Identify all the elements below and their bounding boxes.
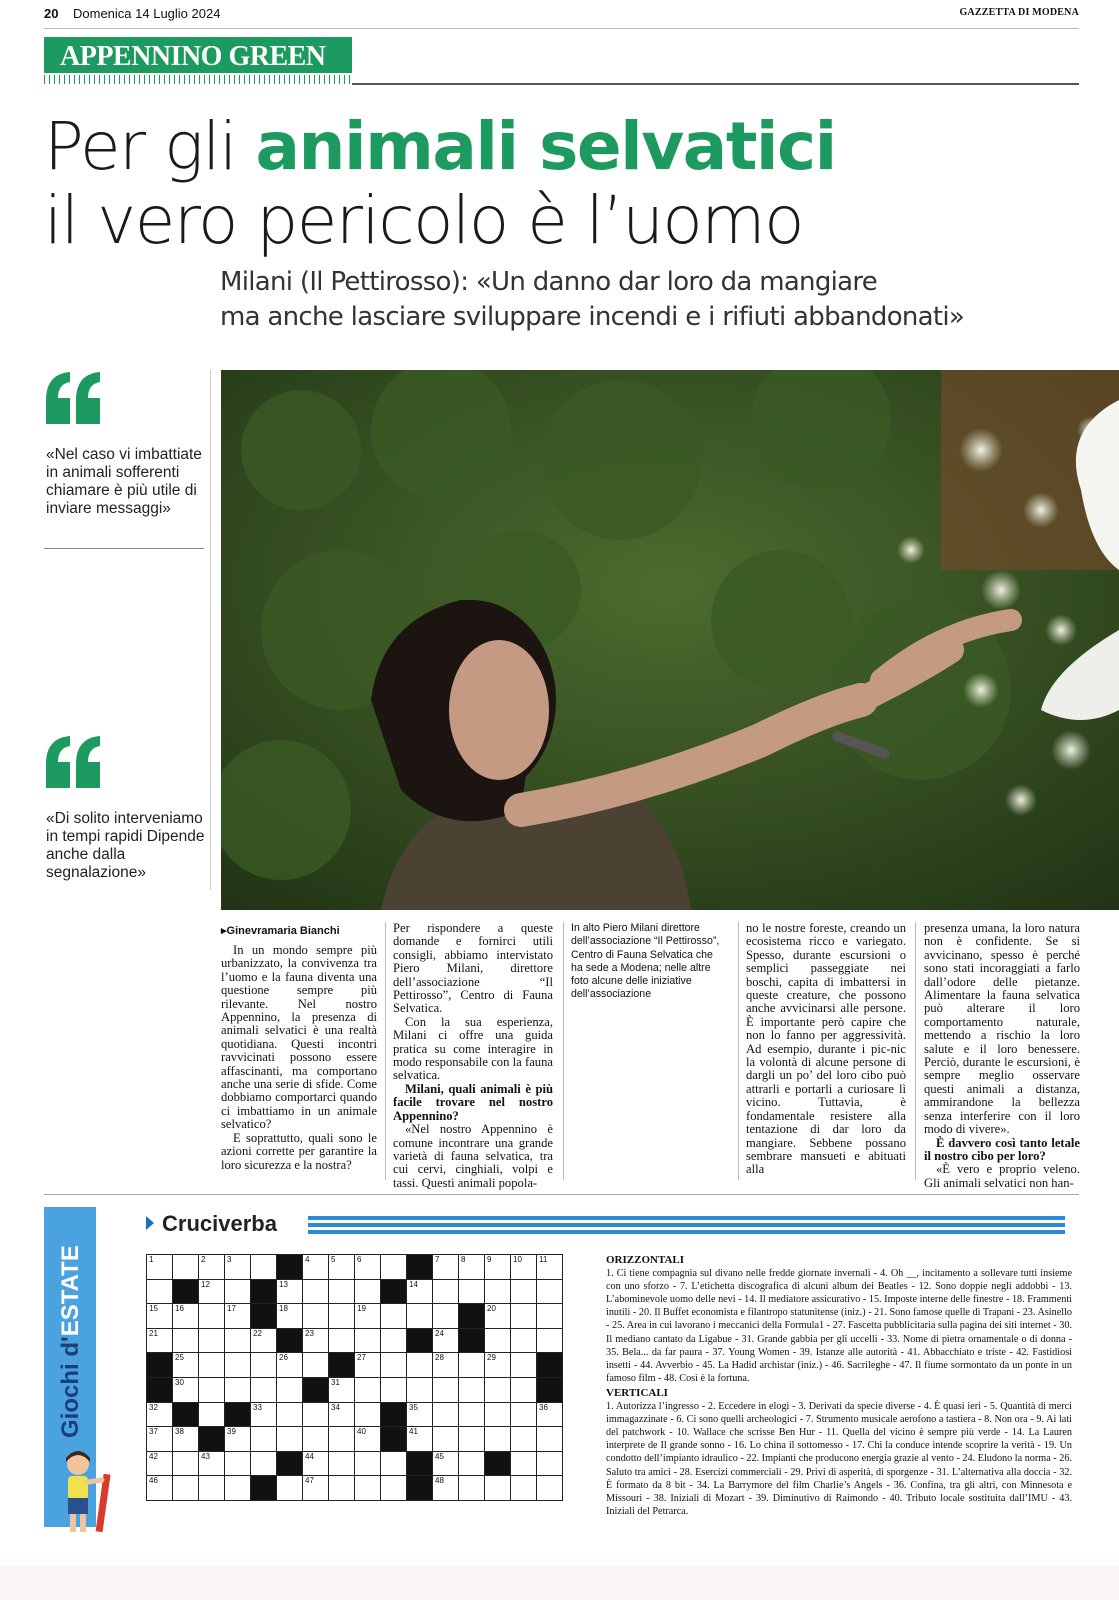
section-label: APPENNINO GREEN <box>60 41 326 72</box>
grid-cell[interactable] <box>433 1402 459 1427</box>
grid-cell[interactable] <box>329 1427 355 1452</box>
cell-number: 9 <box>487 1255 492 1264</box>
grid-row <box>147 1377 563 1402</box>
grid-row <box>147 1255 563 1280</box>
grid-cell[interactable] <box>407 1304 433 1329</box>
cell-number: 43 <box>201 1451 210 1461</box>
grid-cell[interactable] <box>433 1427 459 1452</box>
grid-cell[interactable] <box>147 1255 173 1280</box>
grid-cell[interactable] <box>147 1427 173 1452</box>
cell-number: 44 <box>305 1451 314 1461</box>
grid-cell[interactable] <box>173 1377 199 1402</box>
grid-cell[interactable] <box>485 1279 511 1304</box>
article-column-4 <box>746 922 906 1177</box>
grid-block <box>277 1255 303 1280</box>
grid-cell[interactable] <box>485 1377 511 1402</box>
grid-cell[interactable] <box>329 1255 355 1280</box>
grid-cell[interactable] <box>173 1353 199 1378</box>
pull-quote-2: «Di solito interveniamo in tempi rapidi Dipende anche dalla segnalazione» <box>46 810 205 881</box>
across-heading: ORIZZONTALI <box>606 1254 685 1266</box>
grid-cell[interactable] <box>199 1402 225 1427</box>
cell-number: 34 <box>331 1402 340 1412</box>
grid-cell[interactable] <box>485 1304 511 1329</box>
grid-block <box>251 1304 277 1329</box>
grid-block <box>407 1451 433 1476</box>
title-arrow-icon <box>146 1216 154 1230</box>
cell-number: 19 <box>357 1304 366 1314</box>
grid-cell[interactable] <box>225 1427 251 1452</box>
cell-number: 45 <box>435 1451 444 1461</box>
cell-number: 26 <box>279 1353 288 1363</box>
grid-cell[interactable] <box>459 1427 485 1452</box>
cell-number: 39 <box>227 1427 236 1437</box>
grid-cell[interactable] <box>433 1279 459 1304</box>
cell-number: 47 <box>305 1476 314 1486</box>
grid-cell[interactable] <box>251 1427 277 1452</box>
grid-cell[interactable] <box>459 1402 485 1427</box>
grid-cell[interactable] <box>355 1402 381 1427</box>
grid-cell[interactable] <box>355 1255 381 1280</box>
cell-number: 28 <box>435 1353 444 1363</box>
grid-cell[interactable] <box>485 1353 511 1378</box>
byline-arrow-icon: ▸ <box>221 925 227 937</box>
grid-cell[interactable] <box>251 1402 277 1427</box>
cell-number: 17 <box>227 1304 236 1314</box>
grid-cell[interactable] <box>199 1353 225 1378</box>
cell-number: 31 <box>331 1377 340 1387</box>
grid-cell[interactable] <box>407 1353 433 1378</box>
grid-cell[interactable] <box>303 1402 329 1427</box>
grid-cell[interactable] <box>355 1304 381 1329</box>
grid-block <box>407 1476 433 1501</box>
grid-cell[interactable] <box>511 1377 537 1402</box>
grid-cell[interactable] <box>303 1328 329 1353</box>
grid-cell[interactable] <box>277 1377 303 1402</box>
headline-highlight: animali selvatici <box>255 108 836 185</box>
grid-block <box>147 1377 173 1402</box>
cell-number: 36 <box>539 1402 548 1412</box>
page-date: Domenica 14 Luglio 2024 <box>73 6 221 21</box>
crossword-clues <box>606 1254 1072 1518</box>
grid-cell[interactable] <box>199 1377 225 1402</box>
grid-cell[interactable] <box>199 1255 225 1280</box>
cell-number: 14 <box>409 1279 418 1289</box>
article-column-2 <box>393 922 553 1190</box>
grid-cell[interactable] <box>407 1377 433 1402</box>
grid-cell[interactable] <box>381 1304 407 1329</box>
grid-block <box>537 1353 563 1378</box>
games-label-part-1: Giochi d' <box>57 1336 84 1438</box>
paragraph: presenza umana, la loro natura non è confidente. Se si avvicinano, spesso è perché sono stati incoraggiati a farlo dall’odore delle pietanze. Alimentare la fauna selvatica può alterare il loro comportamento naturale, mettendo a rischio la loro salute e il loro benessere. Perciò, durante le escursioni, è sempre meglio osservare questi animali a distanza, ammirandone la bellezza senza interferire con il loro modo di vivere». <box>924 921 1080 1137</box>
grid-cell[interactable] <box>277 1279 303 1304</box>
grid-cell[interactable] <box>199 1451 225 1476</box>
grid-cell[interactable] <box>433 1328 459 1353</box>
grid-row <box>147 1451 563 1476</box>
grid-block <box>459 1328 485 1353</box>
cell-number: 24 <box>435 1328 444 1338</box>
grid-cell[interactable] <box>511 1255 537 1280</box>
grid-cell[interactable] <box>225 1353 251 1378</box>
grid-cell[interactable] <box>147 1304 173 1329</box>
byline <box>221 924 340 937</box>
grid-cell[interactable] <box>303 1353 329 1378</box>
byline-author: Ginevramaria Bianchi <box>226 925 340 937</box>
grid-cell[interactable] <box>199 1476 225 1501</box>
grid-cell[interactable] <box>381 1451 407 1476</box>
grid-block <box>459 1304 485 1329</box>
grid-cell[interactable] <box>329 1304 355 1329</box>
grid-cell[interactable] <box>433 1304 459 1329</box>
grid-cell[interactable] <box>433 1377 459 1402</box>
grid-cell[interactable] <box>537 1255 563 1280</box>
column-divider <box>210 370 211 890</box>
grid-cell[interactable] <box>433 1353 459 1378</box>
cell-number: 48 <box>435 1476 444 1486</box>
cell-number: 40 <box>357 1427 366 1437</box>
grid-cell[interactable] <box>329 1377 355 1402</box>
grid-cell[interactable] <box>147 1476 173 1501</box>
masthead: GAZZETTA DI MODENA <box>959 7 1079 18</box>
cell-number: 10 <box>513 1255 522 1264</box>
grid-cell[interactable] <box>537 1427 563 1452</box>
grid-cell[interactable] <box>355 1377 381 1402</box>
grid-cell[interactable] <box>537 1476 563 1501</box>
grid-cell[interactable] <box>485 1402 511 1427</box>
page-bottom-strip <box>0 1566 1119 1600</box>
cell-number: 23 <box>305 1328 314 1338</box>
grid-cell[interactable] <box>355 1279 381 1304</box>
grid-cell[interactable] <box>251 1353 277 1378</box>
grid-cell[interactable] <box>303 1279 329 1304</box>
across-clues: 1. Ci tiene compagnia sul divano nelle fredde giornate invernali - 4. Oh __, incitamento a sollevare tutti insieme con uno sforzo - 7. L’etichetta discografica di alcuni album dei Beatles - 12. Sono doppie negli addobbi - 13. L’abominevole uomo delle nevi - 14. Il mediatore assicurativo - 15. Imposte interne delle finestre - 18. Frammenti inutili - 20. Il Buffet economista e filantropo statunitense (iniz.) - 21. Sono famose quelle di Trapani - 23. Asinello - 25. Area in cui lavorano i meccanici della Formula1 - 27. Fascetta pubblicitaria sulla pagina dei siti internet - 30. Il mediano cantato da Ligabue - 31. Grande gabbia per gli uccelli - 33. Nome di pietra ornamentale o di donna - 35. Bela... da far paura - 37. Young Women - 39. Istanze alle autorità - 41. Abbacchiato e triste - 42. Fastidiosi insetti - 44. Avverbio - 45. La Hadid archistar (iniz.) - 46. Sacrileghe - 47. Il fiume sormontato da un ponte in un famoso film - 48. Così è la fortuna. <box>606 1268 1072 1384</box>
down-clues: 1. Autorizza l’ingresso - 2. Eccedere in elogi - 3. Derivati da specie diverse - 4. È quasi ieri - 5. Quantità di merci immagazzinate - 6. Ci sono quelli archeologici - 7. Strumento musicale aerofono a tastiera - 8. Non ora - 9. Ai lati del patchwork - 10. Wallace che scrisse Ben Hur - 11. Quella del vicino è sempre più verde - 14. La Lauren interprete de Il grande sonno - 16. Lo china il sottomesso - 17. Chi la conduce intende scoprire la verità - 19. Un condotto dell’impianto idraulico - 22. Impianti che producono energia grazie al vento - 24. Eludono la norma - 26. Saluto tra amici - 28. Esercizi commerciali - 29. Privi di asperità, di sporgenze - 31. L’alternativa alla doccia - 32. È formato da 8 bit - 34. La Barrymore del film Charlie’s Angels - 36. Confina, tra gli altri, con Minnesota e Missouri - 38. Iniziali di Mozart - 39. Diminutivo di Raimondo - 40. Tributo locale sostituita dall’IMU - 43. Iniziali del Petrarca. <box>606 1401 1072 1517</box>
cell-number: 13 <box>279 1279 288 1289</box>
grid-row <box>147 1476 563 1501</box>
grid-cell[interactable] <box>485 1255 511 1280</box>
subheadline-line-1: Milani (Il Pettirosso): «Un danno dar loro da mangiare <box>220 267 878 297</box>
grid-cell[interactable] <box>511 1451 537 1476</box>
grid-cell[interactable] <box>537 1451 563 1476</box>
games-label-part-2: ESTATE <box>57 1245 84 1337</box>
grid-cell[interactable] <box>459 1377 485 1402</box>
cell-number: 8 <box>461 1255 466 1264</box>
grid-row <box>147 1279 563 1304</box>
grid-cell[interactable] <box>407 1427 433 1452</box>
grid-cell[interactable] <box>381 1377 407 1402</box>
grid-cell[interactable] <box>511 1304 537 1329</box>
grid-cell[interactable] <box>251 1328 277 1353</box>
grid-cell[interactable] <box>303 1451 329 1476</box>
grid-cell[interactable] <box>173 1255 199 1280</box>
grid-cell[interactable] <box>147 1451 173 1476</box>
grid-cell[interactable] <box>329 1476 355 1501</box>
cell-number: 1 <box>149 1255 154 1264</box>
grid-cell[interactable] <box>303 1255 329 1280</box>
grid-cell[interactable] <box>459 1255 485 1280</box>
cell-number: 2 <box>201 1255 206 1264</box>
grid-cell[interactable] <box>277 1304 303 1329</box>
cell-number: 12 <box>201 1279 210 1289</box>
section-decoration <box>44 75 352 84</box>
grid-cell[interactable] <box>485 1476 511 1501</box>
grid-block <box>173 1279 199 1304</box>
article-photo <box>221 370 1119 910</box>
grid-cell[interactable] <box>225 1377 251 1402</box>
grid-cell[interactable] <box>199 1279 225 1304</box>
grid-block <box>251 1279 277 1304</box>
page-number: 20 <box>44 6 59 21</box>
grid-cell[interactable] <box>459 1476 485 1501</box>
grid-cell[interactable] <box>147 1402 173 1427</box>
cell-number: 4 <box>305 1255 310 1264</box>
grid-cell[interactable] <box>225 1279 251 1304</box>
grid-cell[interactable] <box>199 1304 225 1329</box>
games-label <box>54 1212 86 1442</box>
grid-cell[interactable] <box>433 1476 459 1501</box>
cell-number: 29 <box>487 1353 496 1363</box>
grid-cell[interactable] <box>147 1279 173 1304</box>
grid-cell[interactable] <box>303 1476 329 1501</box>
grid-cell[interactable] <box>537 1402 563 1427</box>
grid-cell[interactable] <box>173 1427 199 1452</box>
grid-cell[interactable] <box>173 1328 199 1353</box>
grid-cell[interactable] <box>329 1402 355 1427</box>
section-rule <box>352 83 1079 85</box>
grid-cell[interactable] <box>381 1328 407 1353</box>
interview-question: È davvero così tanto letale il nostro cibo per loro? <box>924 1135 1080 1163</box>
quote-mark-icon <box>44 734 104 790</box>
grid-cell[interactable] <box>511 1476 537 1501</box>
cell-number: 41 <box>409 1427 418 1437</box>
grid-cell[interactable] <box>485 1328 511 1353</box>
grid-cell[interactable] <box>511 1279 537 1304</box>
cell-number: 42 <box>149 1451 158 1461</box>
grid-block <box>537 1377 563 1402</box>
grid-block <box>277 1451 303 1476</box>
grid-cell[interactable] <box>381 1255 407 1280</box>
grid-cell[interactable] <box>407 1279 433 1304</box>
grid-cell[interactable] <box>355 1451 381 1476</box>
grid-row <box>147 1304 563 1329</box>
grid-block <box>485 1451 511 1476</box>
headline-line-2: il vero pericolo è l’uomo <box>44 182 803 259</box>
cell-number: 3 <box>227 1255 232 1264</box>
cell-number: 20 <box>487 1304 496 1314</box>
grid-cell[interactable] <box>485 1427 511 1452</box>
paragraph: Per rispondere a queste domande e fornirci utili consigli, abbiamo intervistato Piero Milani, direttore dell’associazione “Il Pettirosso”, Centro di Fauna Selvatica. <box>393 921 553 1016</box>
paragraph: In un mondo sempre più urbanizzato, la convivenza tra l’uomo e la fauna diventa una questione sempre più rilevante. Nel nostro Appennino, la presenza di animali selvatici è una realtà quotidiana. Questi incontri ravvicinati possono essere affascinanti, ma comportano anche una serie di sfide. Come dobbiamo comportarci quando ci imbattiamo in un animale selvatico? <box>221 943 377 1132</box>
article-bottom-rule <box>44 1194 1079 1195</box>
crossword-title: Cruciverba <box>162 1211 277 1236</box>
grid-cell[interactable] <box>277 1427 303 1452</box>
grid-cell[interactable] <box>511 1427 537 1452</box>
cell-number: 15 <box>149 1304 158 1314</box>
cell-number: 37 <box>149 1427 158 1437</box>
paragraph: «Nel nostro Appennino è comune incontrare una grande varietà di fauna selvatica, tra cui cervi, cinghiali, volpi e tassi. Questi animali popola- <box>393 1122 553 1190</box>
grid-cell[interactable] <box>459 1279 485 1304</box>
article-column-5 <box>924 922 1080 1190</box>
cell-number: 33 <box>253 1402 262 1412</box>
grid-block <box>381 1279 407 1304</box>
cell-number: 46 <box>149 1476 158 1486</box>
grid-cell[interactable] <box>277 1476 303 1501</box>
crossword-grid[interactable] <box>146 1254 563 1501</box>
interview-question: Milani, quali animali è più facile trovare nel nostro Appennino? <box>393 1081 553 1123</box>
grid-block <box>381 1402 407 1427</box>
grid-block <box>329 1353 355 1378</box>
grid-cell[interactable] <box>433 1451 459 1476</box>
header-divider <box>44 28 1079 29</box>
paragraph: Con la sua esperienza, Milani ci offre una guida pratica su come interagire in modo responsabile con la fauna selvatica. <box>393 1014 553 1083</box>
cell-number: 21 <box>149 1328 158 1338</box>
grid-cell[interactable] <box>537 1304 563 1329</box>
grid-cell[interactable] <box>251 1255 277 1280</box>
grid-cell[interactable] <box>381 1476 407 1501</box>
quote-mark-icon <box>44 370 104 426</box>
grid-cell[interactable] <box>173 1476 199 1501</box>
grid-cell[interactable] <box>277 1353 303 1378</box>
pull-quote-1: «Nel caso vi imbattiate in animali sofferenti chiamare è più utile di inviare messaggi» <box>46 446 202 517</box>
cell-number: 35 <box>409 1402 418 1412</box>
grid-block <box>407 1328 433 1353</box>
cell-number: 30 <box>175 1377 184 1387</box>
svg-text:Giochi d'ESTATE <box>57 1245 84 1438</box>
grid-cell[interactable] <box>225 1255 251 1280</box>
grid-row <box>147 1353 563 1378</box>
title-decoration <box>308 1216 1065 1220</box>
grid-cell[interactable] <box>511 1328 537 1353</box>
grid-cell[interactable] <box>277 1402 303 1427</box>
cell-number: 7 <box>435 1255 440 1264</box>
grid-cell[interactable] <box>511 1353 537 1378</box>
grid-block <box>381 1427 407 1452</box>
grid-cell[interactable] <box>251 1377 277 1402</box>
grid-cell[interactable] <box>225 1304 251 1329</box>
cell-number: 38 <box>175 1427 184 1437</box>
column-divider <box>385 922 386 1180</box>
grid-cell[interactable] <box>251 1451 277 1476</box>
grid-cell[interactable] <box>355 1328 381 1353</box>
grid-cell[interactable] <box>303 1304 329 1329</box>
grid-cell[interactable] <box>537 1328 563 1353</box>
grid-cell[interactable] <box>537 1279 563 1304</box>
grid-block <box>173 1402 199 1427</box>
grid-cell[interactable] <box>225 1476 251 1501</box>
grid-cell[interactable] <box>355 1427 381 1452</box>
cell-number: 22 <box>253 1328 262 1338</box>
grid-cell[interactable] <box>459 1353 485 1378</box>
grid-cell[interactable] <box>225 1451 251 1476</box>
paragraph: «È vero e proprio veleno. Gli animali selvatici non han- <box>924 1162 1080 1190</box>
grid-cell[interactable] <box>173 1304 199 1329</box>
grid-cell[interactable] <box>407 1402 433 1427</box>
column-divider <box>915 922 916 1180</box>
grid-cell[interactable] <box>329 1451 355 1476</box>
title-decoration <box>308 1223 1065 1227</box>
grid-cell[interactable] <box>147 1328 173 1353</box>
down-heading: VERTICALI <box>606 1386 668 1399</box>
grid-block <box>303 1377 329 1402</box>
grid-block <box>225 1402 251 1427</box>
quote-divider <box>44 548 204 549</box>
cell-number: 27 <box>357 1353 366 1363</box>
grid-cell[interactable] <box>511 1402 537 1427</box>
column-divider <box>563 922 564 1180</box>
cell-number: 11 <box>539 1255 548 1264</box>
grid-cell[interactable] <box>173 1451 199 1476</box>
grid-block <box>147 1353 173 1378</box>
cell-number: 18 <box>279 1304 288 1314</box>
subheadline-line-2: ma anche lasciare sviluppare incendi e i rifiuti abbandonati» <box>220 302 965 332</box>
kid-illustration-icon <box>48 1450 118 1538</box>
grid-cell[interactable] <box>355 1353 381 1378</box>
cell-number: 5 <box>331 1255 336 1264</box>
grid-block <box>277 1328 303 1353</box>
grid-cell[interactable] <box>225 1328 251 1353</box>
cell-number: 6 <box>357 1255 362 1264</box>
grid-cell[interactable] <box>381 1353 407 1378</box>
grid-cell[interactable] <box>199 1328 225 1353</box>
grid-block <box>407 1255 433 1280</box>
grid-row <box>147 1427 563 1452</box>
grid-cell[interactable] <box>459 1451 485 1476</box>
grid-cell[interactable] <box>329 1328 355 1353</box>
headline-line-1 <box>44 110 836 184</box>
cell-number: 16 <box>175 1304 184 1314</box>
photo-caption: In alto Piero Milani direttore dell’associazione “Il Pettirosso”, Centro di Fauna Selvatica che ha sede a Modena; nelle altre foto alcune delle iniziative dell’associazione <box>571 922 720 1001</box>
grid-block <box>251 1476 277 1501</box>
paragraph: E soprattutto, quali sono le azioni corrette per garantire la loro sicurezza e la nostra? <box>221 1130 377 1172</box>
grid-block <box>199 1427 225 1452</box>
column-divider <box>738 922 739 1180</box>
cell-number: 32 <box>149 1402 158 1412</box>
title-decoration <box>308 1230 1065 1234</box>
grid-cell[interactable] <box>303 1427 329 1452</box>
grid-cell[interactable] <box>355 1476 381 1501</box>
grid-row <box>147 1402 563 1427</box>
paragraph: no le nostre foreste, creando un ecosistema ricco e variegato. Spesso, durante escursioni o semplici passeggiate nei boschi, capita di imbattersi in queste creature, che possono anche avvicinarsi alle persone. È importante però capire che non lo fanno per aggressività. Ad esempio, durante i pic-nic la volontà di alcune persone di dargli un po’ del loro cibo può attrarli e portarli a curiosare lì vicino. Tuttavia, è fondamentale resistere alla tentazione di dar loro da mangiare. Sebbene possano sembrare mansueti e abituati alla <box>746 921 906 1177</box>
grid-row <box>147 1328 563 1353</box>
article-column-1 <box>221 944 377 1172</box>
grid-cell[interactable] <box>433 1255 459 1280</box>
headline-plain: Per gli <box>44 108 256 185</box>
cell-number: 25 <box>175 1353 184 1363</box>
grid-cell[interactable] <box>329 1279 355 1304</box>
